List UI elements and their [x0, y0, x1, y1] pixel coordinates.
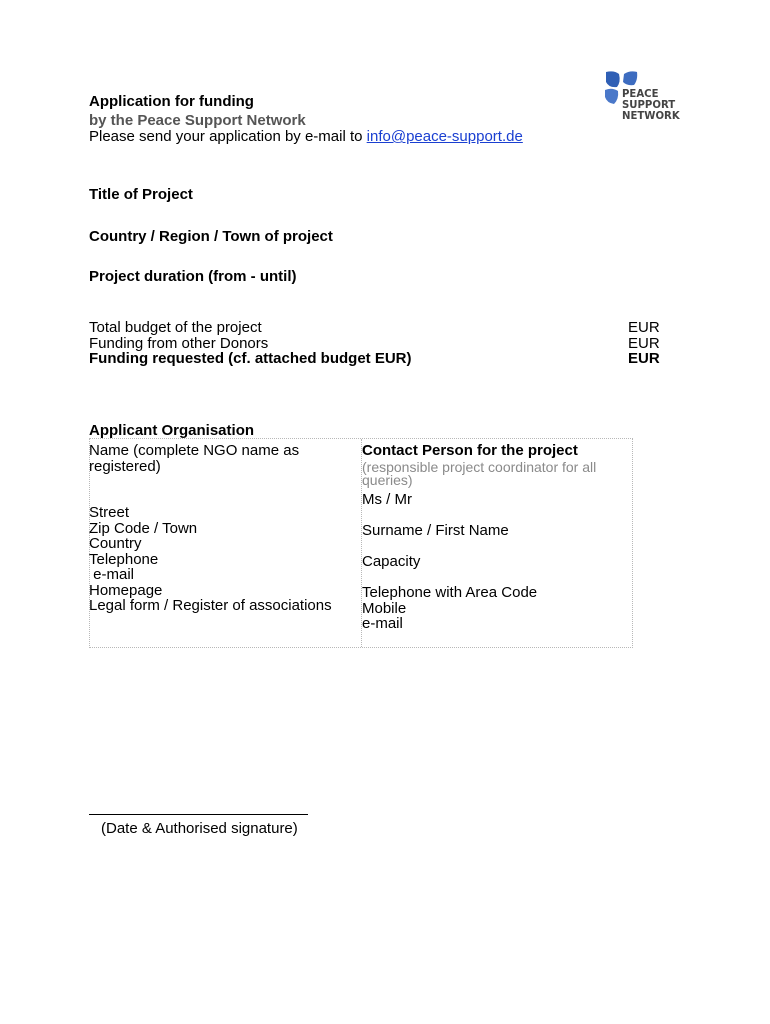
telephone-label: Telephone — [89, 551, 159, 568]
project-location-label: Country / Region / Town of project — [89, 228, 333, 245]
email-link[interactable]: info@peace-support.de — [366, 128, 523, 145]
logo-line-3: NETWORK — [622, 109, 680, 122]
project-title-label: Title of Project — [89, 186, 193, 203]
ngo-name-label: Name (complete NGO name as — [89, 442, 300, 459]
contact-telephone-label: Telephone with Area Code — [362, 584, 538, 601]
peace-support-network-logo — [604, 70, 684, 126]
currency-total: EUR — [628, 319, 660, 336]
contact-person-heading: Contact Person for the project — [362, 442, 578, 459]
document-subtitle: by the Peace Support Network — [89, 112, 306, 129]
homepage-label: Homepage — [89, 582, 163, 599]
document-title: Application for funding — [89, 93, 254, 110]
applicant-organisation-heading: Applicant Organisation — [89, 422, 255, 439]
applicant-email-label: e-mail — [89, 566, 135, 583]
ngo-name-label-cont: registered) — [89, 458, 161, 475]
total-budget-label: Total budget of the project — [89, 319, 262, 336]
project-duration-label: Project duration (from - until) — [89, 268, 297, 285]
other-donors-label: Funding from other Donors — [89, 335, 269, 352]
logo-line-2: SUPPORT — [622, 98, 676, 111]
signature-label: (Date & Authorised signature) — [101, 820, 298, 837]
capacity-label: Capacity — [362, 553, 421, 570]
contact-note-cont: queries) — [362, 472, 413, 488]
currency-requested: EUR — [628, 350, 660, 367]
mobile-label: Mobile — [362, 600, 407, 617]
country-label: Country — [89, 535, 142, 552]
zip-town-label: Zip Code / Town — [89, 520, 198, 537]
logo-wordmark — [622, 88, 680, 121]
funding-requested-label: Funding requested (cf. attached budget EUR) — [89, 350, 412, 367]
contact-email-label: e-mail — [362, 615, 403, 632]
logo-line-1: PEACE — [622, 87, 659, 100]
submission-instruction — [89, 128, 523, 145]
instruction-text: Please send your application by e-mail to — [89, 128, 367, 145]
salutation-label: Ms / Mr — [362, 491, 412, 508]
surname-firstname-label: Surname / First Name — [362, 522, 509, 539]
legal-form-label: Legal form / Register of associations — [89, 597, 332, 614]
contact-note: (responsible project coordinator for all — [362, 459, 597, 475]
signature-line — [89, 814, 308, 815]
street-label: Street — [89, 504, 130, 521]
currency-donors: EUR — [628, 335, 660, 352]
